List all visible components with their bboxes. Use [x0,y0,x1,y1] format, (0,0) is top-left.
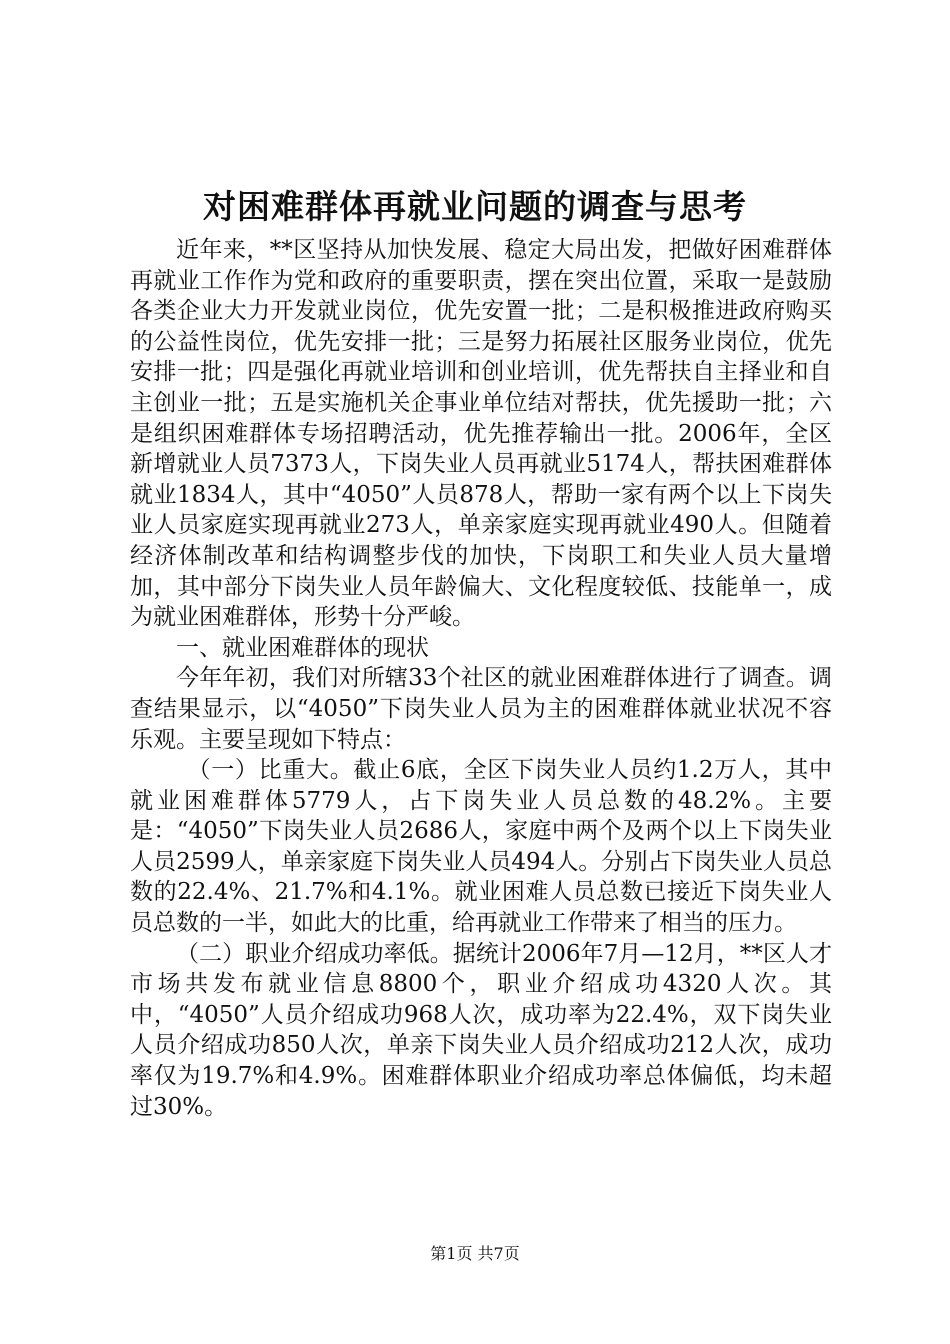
section-heading: 一、就业困难群体的现状 [176,634,429,661]
paragraph-intro: 近年来，**区坚持从加快发展、稳定大局出发，把做好困难群体再就业工作作为党和政府的重要职责，摆在突出位置，采取一是鼓励各类企业大力开发就业岗位，优先安置一批；二是积极推进政府购买的公益性岗位，优先安排一批；三是努力拓展社区服务业岗位，优先安排一批；四是强化再就业培训和创业培训，优先帮扶自主择业和自主创业一批；五是实施机关企事业单位结对帮扶，优先援助一批；六是组织困难群体专场招聘活动，优先推荐输出一批。2006年，全区新增就业人员7373人，下岗失业人员再就业5174人，帮扶困难群体就业1834人，其中“4050”人员878人，帮助一家有两个以上下岗失业人员家庭实现再就业273人，单亲家庭实现再就业490人。但随着经济体制改革和结构调整步伐的加快，下岗职工和失业人员大量增加，其中部分下岗失业人员年龄偏大、文化程度较低、技能单一，成为就业困难群体，形势十分严峻。 [130,237,832,631]
paragraph-survey: 今年年初，我们对所辖33个社区的就业困难群体进行了调查。调查结果显示，以“4050”下岗失业人员为主的困难群体就业状况不容乐观。主要呈现如下特点： [130,665,832,753]
document-title: 对困难群体再就业问题的调查与思考 [203,187,747,226]
document-body [130,235,832,1122]
paragraph-point-1: （一）比重大。截止6底，全区下岗失业人员约1.2万人，其中就业困难群体5779人，占下岗失业人员总数的48.2%。主要是：“4050”下岗失业人员2686人，家庭中两个及两个以上下岗失业人员2599人，单亲家庭下岗失业人员494人。分别占下岗失业人员总数的22.4%、21.7%和4.1%。就业困难人员总数已接近下岗失业人员总数的一半，如此大的比重，给再就业工作带来了相当的压力。 [130,757,832,937]
page-footer: 第1页 共7页 [430,1244,520,1263]
paragraph-point-2: （二）职业介绍成功率低。据统计2006年7月—12月，**区人才市场共发布就业信息8800个，职业介绍成功4320人次。其中，“4050”人员介绍成功968人次，成功率为22.4%，双下岗失业人员介绍成功850人次，单亲下岗失业人员介绍成功212人次，成功率仅为19.7%和4.9%。困难群体职业介绍成功率总体偏低，均未超过30%。 [130,940,832,1120]
